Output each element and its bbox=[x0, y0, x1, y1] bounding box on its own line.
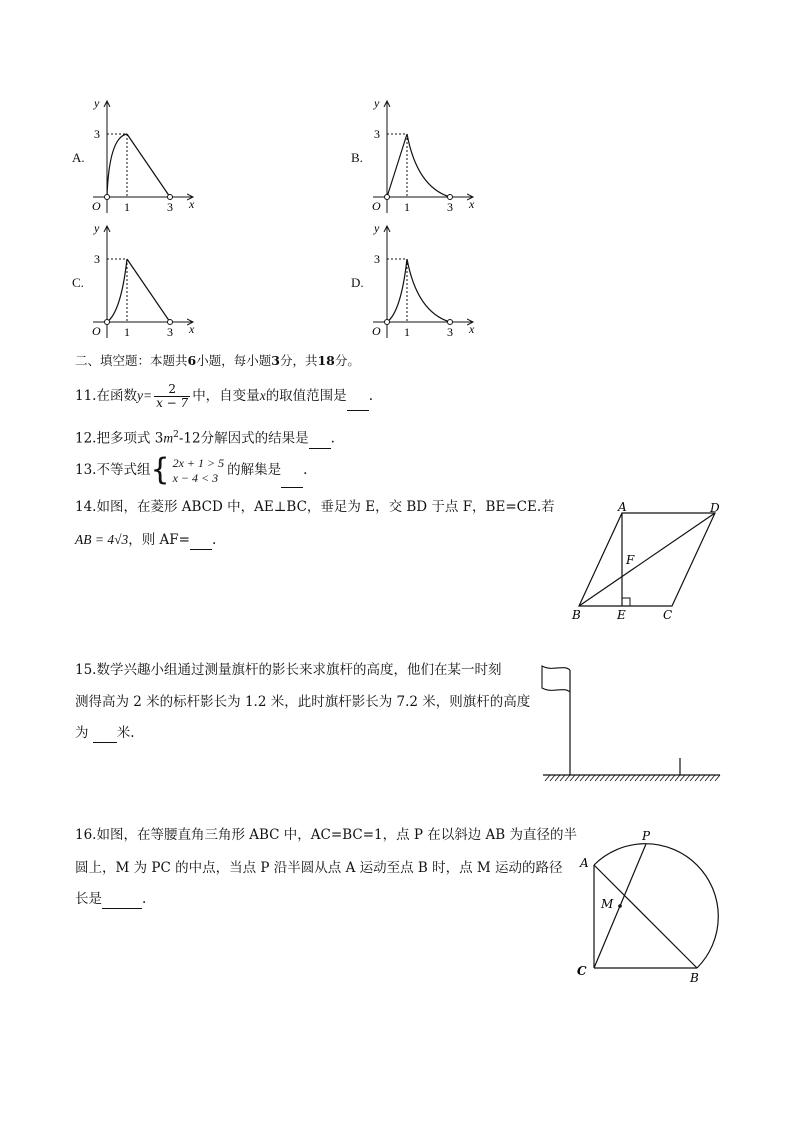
brace-icon: { bbox=[150, 452, 170, 488]
point-b-label: B bbox=[690, 971, 699, 985]
origin-label: O bbox=[372, 324, 381, 338]
question-13: 13.不等式组{ 2x + 1 > 5 x − 4 < 3 的解集是 . bbox=[75, 452, 308, 488]
answer-blank[interactable] bbox=[93, 728, 117, 743]
question-14-line-1: 14.如图，在菱形 ABCD 中，AE⊥BC，垂足为 E，交 BD 于点 F，BE=CE.若 bbox=[75, 499, 555, 515]
question-14-line-2: AB = 4√3，则 AF= . bbox=[75, 532, 217, 548]
point-m-label: M bbox=[601, 897, 614, 911]
y-axis-label: y bbox=[94, 221, 100, 235]
origin-label: O bbox=[372, 199, 381, 213]
x-axis-label: x bbox=[189, 322, 195, 336]
point-f-label: F bbox=[626, 553, 635, 567]
point-b-label: B bbox=[572, 608, 581, 622]
tick-3-y: 3 bbox=[94, 127, 100, 141]
tick-3-y: 3 bbox=[374, 127, 380, 141]
answer-blank[interactable] bbox=[102, 894, 142, 909]
inequality-system: 2x + 1 > 5 x − 4 < 3 bbox=[172, 455, 225, 485]
question-16-line-3: 长是 . bbox=[75, 891, 147, 907]
point-a-label: A bbox=[580, 856, 589, 870]
point-c-label: C bbox=[663, 608, 673, 622]
question-15-line-3: 为 米. bbox=[75, 725, 135, 741]
semicircle-figure bbox=[570, 825, 730, 990]
flagpole-figure bbox=[538, 658, 723, 788]
y-axis-label: y bbox=[374, 221, 380, 235]
tick-1: 1 bbox=[404, 325, 410, 339]
ground-hatching bbox=[545, 775, 720, 781]
origin-label: O bbox=[92, 324, 101, 338]
tick-3-x: 3 bbox=[167, 325, 173, 339]
y-axis-label: y bbox=[94, 96, 100, 110]
origin-label: O bbox=[92, 199, 101, 213]
option-d-graph bbox=[365, 220, 490, 345]
question-11: 11.在函数y= $\frac{2}{x - 7}$ 中，自变量x的取值范围是 . bbox=[75, 382, 373, 410]
x-axis-label: x bbox=[469, 197, 475, 211]
tick-3-y: 3 bbox=[374, 252, 380, 266]
option-a-label: A. bbox=[72, 150, 85, 165]
point-a-label: A bbox=[618, 500, 627, 514]
option-c-graph bbox=[85, 220, 210, 345]
x-axis-label: x bbox=[189, 197, 195, 211]
option-c-label: C. bbox=[72, 275, 84, 290]
option-b-graph bbox=[365, 95, 490, 220]
x-axis-label: x bbox=[469, 322, 475, 336]
fraction: $\frac{2}{x - 7}$ bbox=[156, 382, 189, 410]
question-12: 12.把多项式 $3m^2-12$分解因式的结果是 . bbox=[75, 430, 335, 447]
option-d-label: D. bbox=[351, 275, 364, 290]
y-axis-label: y bbox=[374, 96, 380, 110]
point-d-label: D bbox=[710, 501, 720, 515]
rhombus-figure bbox=[565, 497, 735, 627]
tick-3-x: 3 bbox=[447, 325, 453, 339]
tick-3-x: 3 bbox=[167, 200, 173, 214]
question-15-line-2: 测得高为 2 米的标杆影长为 1.2 米，此时旗杆影长为 7.2 米，则旗杆的高度 bbox=[75, 694, 531, 710]
tick-3-x: 3 bbox=[447, 200, 453, 214]
option-a-graph bbox=[85, 95, 210, 220]
point-e-label: E bbox=[617, 608, 626, 622]
answer-blank[interactable] bbox=[309, 434, 331, 449]
tick-1: 1 bbox=[124, 200, 130, 214]
tick-3-y: 3 bbox=[94, 252, 100, 266]
answer-blank[interactable] bbox=[281, 473, 303, 488]
question-15-line-1: 15.数学兴趣小组通过测量旗杆的影长来求旗杆的高度，他们在某一时刻 bbox=[75, 662, 502, 678]
tick-1: 1 bbox=[124, 325, 130, 339]
point-c-label: C bbox=[577, 964, 587, 978]
point-p-label: P bbox=[642, 829, 651, 843]
question-16-line-2: 圆上，M 为 PC 的中点，当点 P 沿半圆从点 A 运动至点 B 时，点 M 运动的路径 bbox=[75, 860, 563, 876]
tick-1: 1 bbox=[404, 200, 410, 214]
question-16-line-1: 16.如图，在等腰直角三角形 ABC 中，AC=BC=1，点 P 在以斜边 AB 为直径的半 bbox=[75, 827, 578, 843]
answer-blank[interactable] bbox=[190, 535, 212, 550]
option-b-label: B. bbox=[351, 150, 363, 165]
answer-blank[interactable] bbox=[347, 396, 369, 411]
section-2-heading: 二、填空题：本题共6小题，每小题3分，共18分。 bbox=[75, 353, 360, 368]
